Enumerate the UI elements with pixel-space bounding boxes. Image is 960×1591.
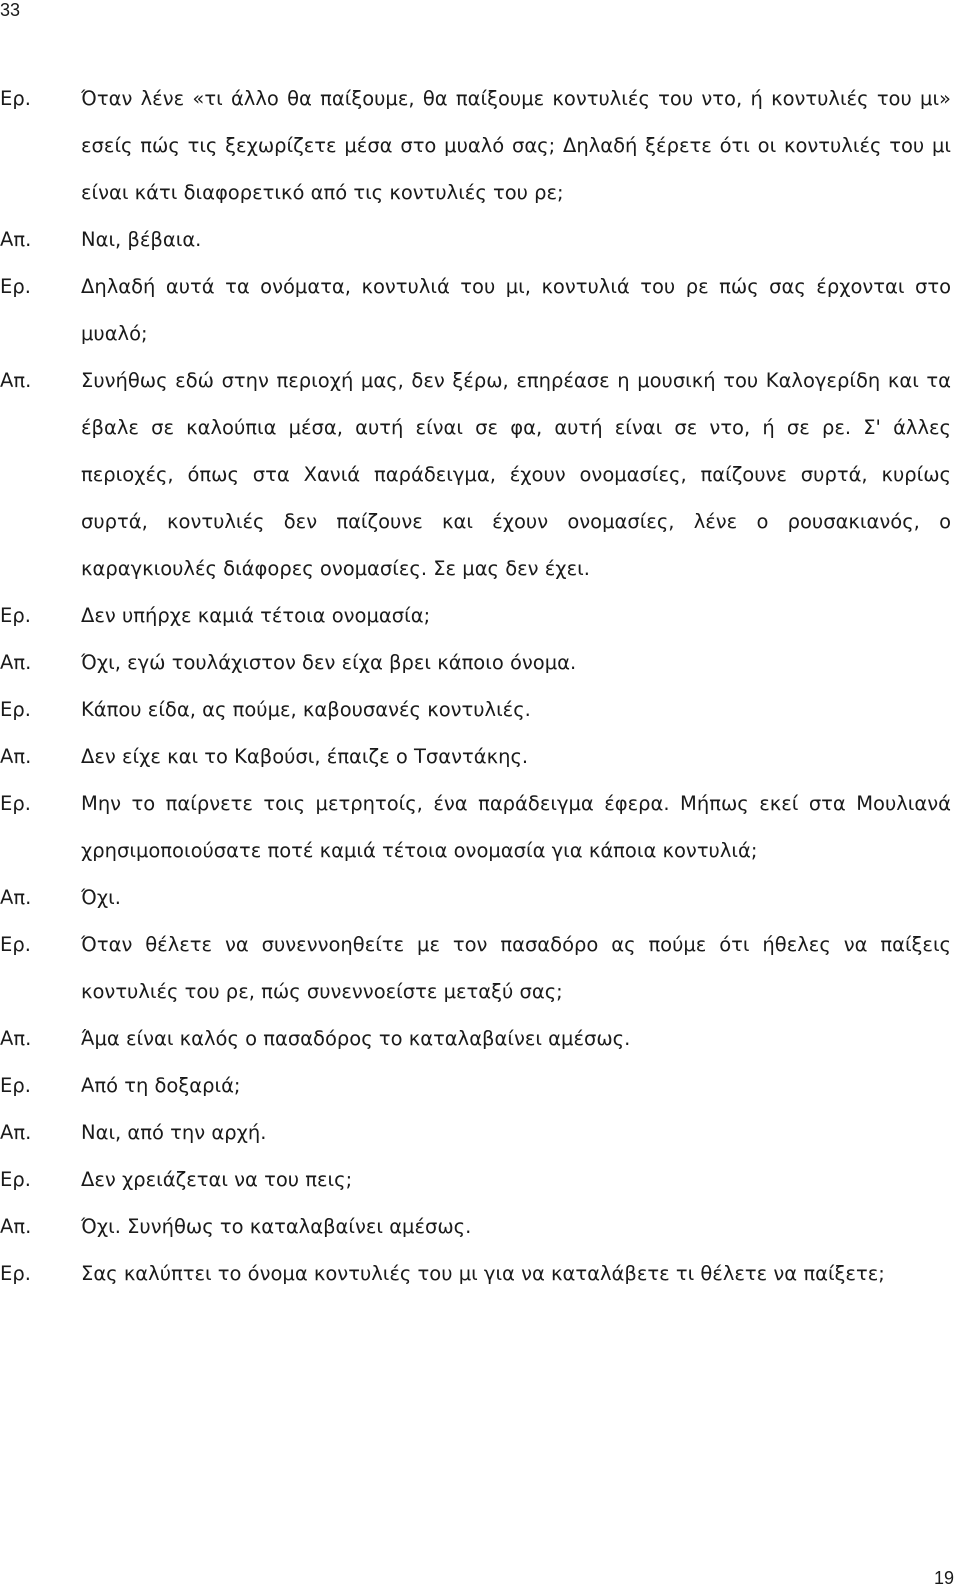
- transcript-turn: [0, 1203, 960, 1250]
- speaker-label: Απ.: [0, 369, 32, 392]
- utterance-text: Άμα είναι καλός ο πασαδόρος το καταλαβαίνει αμέσως.: [81, 1027, 631, 1050]
- utterance-text: Κάπου είδα, ας πούμε, καβουσανές κοντυλιές.: [81, 698, 531, 721]
- transcript-turn: [0, 263, 960, 357]
- utterance-text: Όχι. Συνήθως το καταλαβαίνει αμέσως.: [81, 1215, 472, 1238]
- page-number-top: 33: [0, 0, 21, 20]
- transcript-turn: [0, 921, 960, 1015]
- utterance-text: Συνήθως εδώ στην περιοχή μας, δεν ξέρω, επηρέασε η μουσική του Καλογερίδη και τα έβαλε σε καλούπια μέσα, αυτή είναι σε φα, αυτή είναι σε ντο, ή σε ρε. Σ' άλλες περιοχές, όπως στα Χανιά παράδειγμα, έχουν ονομασίες, παίζουνε συρτά, κυρίως συρτά, κοντυλιές δεν παίζουνε και έχουν ονομασίες, λένε ο ρουσακιανός, ο καραγκιουλές διάφορες ονομασίες. Σε μας δεν έχει.: [81, 369, 951, 580]
- transcript-turn: [0, 686, 960, 733]
- speaker-label: Απ.: [0, 651, 32, 674]
- transcript-turn: [0, 874, 960, 921]
- transcript-turn: [0, 1156, 960, 1203]
- speaker-label: Ερ.: [0, 604, 31, 627]
- utterance-text: Από τη δοξαριά;: [81, 1074, 241, 1097]
- utterance-text: Δηλαδή αυτά τα ονόματα, κοντυλιά του μι, κοντυλιά του ρε πώς σας έρχονται στο μυαλό;: [81, 275, 951, 345]
- transcript-turn: [0, 216, 960, 263]
- transcript-turn: [0, 357, 960, 592]
- utterance-text: Όταν λένε «τι άλλο θα παίξουμε, θα παίξουμε κοντυλιές του ντο, ή κοντυλιές του μι» εσείς πώς τις ξεχωρίζετε μέσα στο μυαλό σας; Δηλαδή ξέρετε ότι οι κοντυλιές του μι είναι κάτι διαφορετικό από τις κοντυλιές του ρε;: [81, 87, 951, 204]
- transcript-turn: [0, 1062, 960, 1109]
- transcript-turn: [0, 592, 960, 639]
- utterance-text: Ναι, βέβαια.: [81, 228, 202, 251]
- speaker-label: Απ.: [0, 1027, 32, 1050]
- speaker-label: Ερ.: [0, 275, 31, 298]
- page-number-bottom: 19: [933, 1568, 954, 1588]
- speaker-label: Ερ.: [0, 87, 31, 110]
- transcript-turn: [0, 780, 960, 874]
- speaker-label: Ερ.: [0, 1074, 31, 1097]
- speaker-label: Απ.: [0, 228, 32, 251]
- transcript-turn: [0, 75, 960, 216]
- speaker-label: Απ.: [0, 886, 32, 909]
- speaker-label: Ερ.: [0, 698, 31, 721]
- speaker-label: Απ.: [0, 1215, 32, 1238]
- utterance-text: Δεν υπήρχε καμιά τέτοια ονομασία;: [81, 604, 431, 627]
- speaker-label: Ερ.: [0, 792, 31, 815]
- utterance-text: Όχι.: [81, 886, 121, 909]
- utterance-text: Δεν είχε και το Καβούσι, έπαιζε ο Τσαντάκης.: [81, 745, 529, 768]
- transcript-turn: [0, 733, 960, 780]
- speaker-label: Απ.: [0, 1121, 32, 1144]
- speaker-label: Ερ.: [0, 933, 31, 956]
- utterance-text: Όταν θέλετε να συνεννοηθείτε με τον πασαδόρο ας πούμε ότι ήθελες να παίξεις κοντυλιές του ρε, πώς συνεννοείστε μεταξύ σας;: [81, 933, 951, 1003]
- utterance-text: Δεν χρειάζεται να του πεις;: [81, 1168, 353, 1191]
- transcript-turn: [0, 1250, 960, 1297]
- transcript-turn: [0, 1015, 960, 1062]
- utterance-text: Μην το παίρνετε τοις μετρητοίς, ένα παράδειγμα έφερα. Μήπως εκεί στα Μουλιανά χρησιμοποιούσατε ποτέ καμιά τέτοια ονομασία για κάποια κοντυλιά;: [81, 792, 951, 862]
- speaker-label: Ερ.: [0, 1262, 31, 1285]
- utterance-text: Ναι, από την αρχή.: [81, 1121, 267, 1144]
- interview-transcript: [0, 75, 960, 1297]
- speaker-label: Απ.: [0, 745, 32, 768]
- utterance-text: Όχι, εγώ τουλάχιστον δεν είχα βρει κάποιο όνομα.: [81, 651, 577, 674]
- utterance-text: Σας καλύπτει το όνομα κοντυλιές του μι για να καταλάβετε τι θέλετε να παίξετε;: [81, 1262, 885, 1285]
- transcript-turn: [0, 639, 960, 686]
- transcript-turn: [0, 1109, 960, 1156]
- speaker-label: Ερ.: [0, 1168, 31, 1191]
